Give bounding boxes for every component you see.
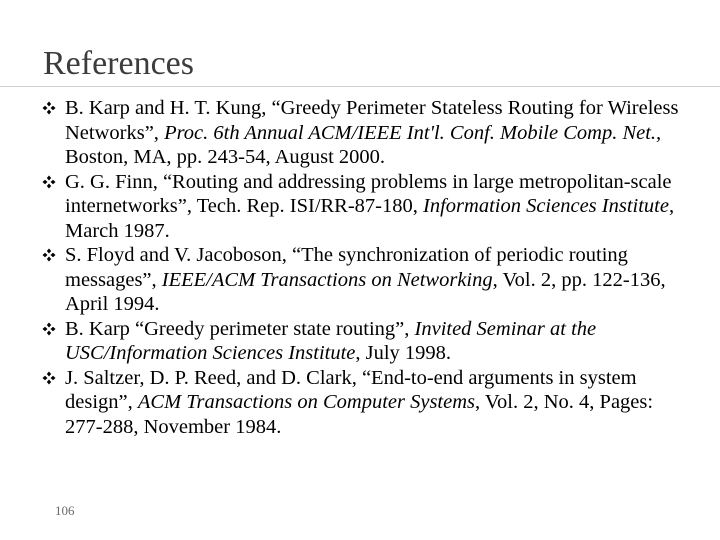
reference-venue: Invited Seminar at the USC/Information Sciences Institute xyxy=(65,317,597,364)
reference-venue: Information Sciences Institute xyxy=(423,195,669,217)
reference-item xyxy=(0,170,720,244)
reference-text: , Vol. 2, pp. 122-136, April 1994. xyxy=(65,268,666,315)
title-divider xyxy=(0,86,720,87)
reference-venue: IEEE/ACM Transactions on Networking xyxy=(161,268,493,291)
reference-venue: ACM Transactions on Computer Systems xyxy=(137,391,475,413)
page-title: References xyxy=(43,45,195,82)
reference-text: S. Floyd and V. Jacoboson, “The synchronization of periodic routing messages”, xyxy=(65,244,628,291)
reference-venue: Proc. 6th Annual ACM/IEEE Int'l. Conf. Mobile Comp. Net., xyxy=(164,121,662,144)
four-diamond-bullet-icon xyxy=(42,322,56,336)
reference-item xyxy=(0,366,720,440)
reference-item xyxy=(0,243,720,317)
reference-text: , March 1987. xyxy=(65,195,675,242)
reference-text: , Vol. 2, No. 4, Pages: 277-288, November 1984. xyxy=(65,391,654,438)
four-diamond-bullet-icon xyxy=(42,371,56,385)
reference-text: , July 1998. xyxy=(355,342,452,364)
reference-item xyxy=(0,317,720,366)
reference-text: J. Saltzer, D. P. Reed, and D. Clark, “End-to-end arguments in system design”, xyxy=(65,366,637,413)
page-number: 106 xyxy=(55,503,75,518)
reference-item xyxy=(0,96,720,170)
four-diamond-bullet-icon xyxy=(42,101,56,115)
reference-list xyxy=(0,96,720,439)
reference-text: G. G. Finn, “Routing and addressing problems in large metropolitan-scale internetworks”, Tech. Rep. ISI/RR-87-180, xyxy=(65,170,672,217)
reference-text: B. Karp and H. T. Kung, “Greedy Perimeter Stateless Routing for Wireless Networks”, xyxy=(65,97,679,144)
four-diamond-bullet-icon xyxy=(42,175,56,189)
reference-text: Boston, MA, pp. 243-54, August 2000. xyxy=(65,146,386,168)
four-diamond-bullet-icon xyxy=(42,248,56,262)
reference-text: B. Karp “Greedy perimeter state routing”, xyxy=(65,317,415,340)
